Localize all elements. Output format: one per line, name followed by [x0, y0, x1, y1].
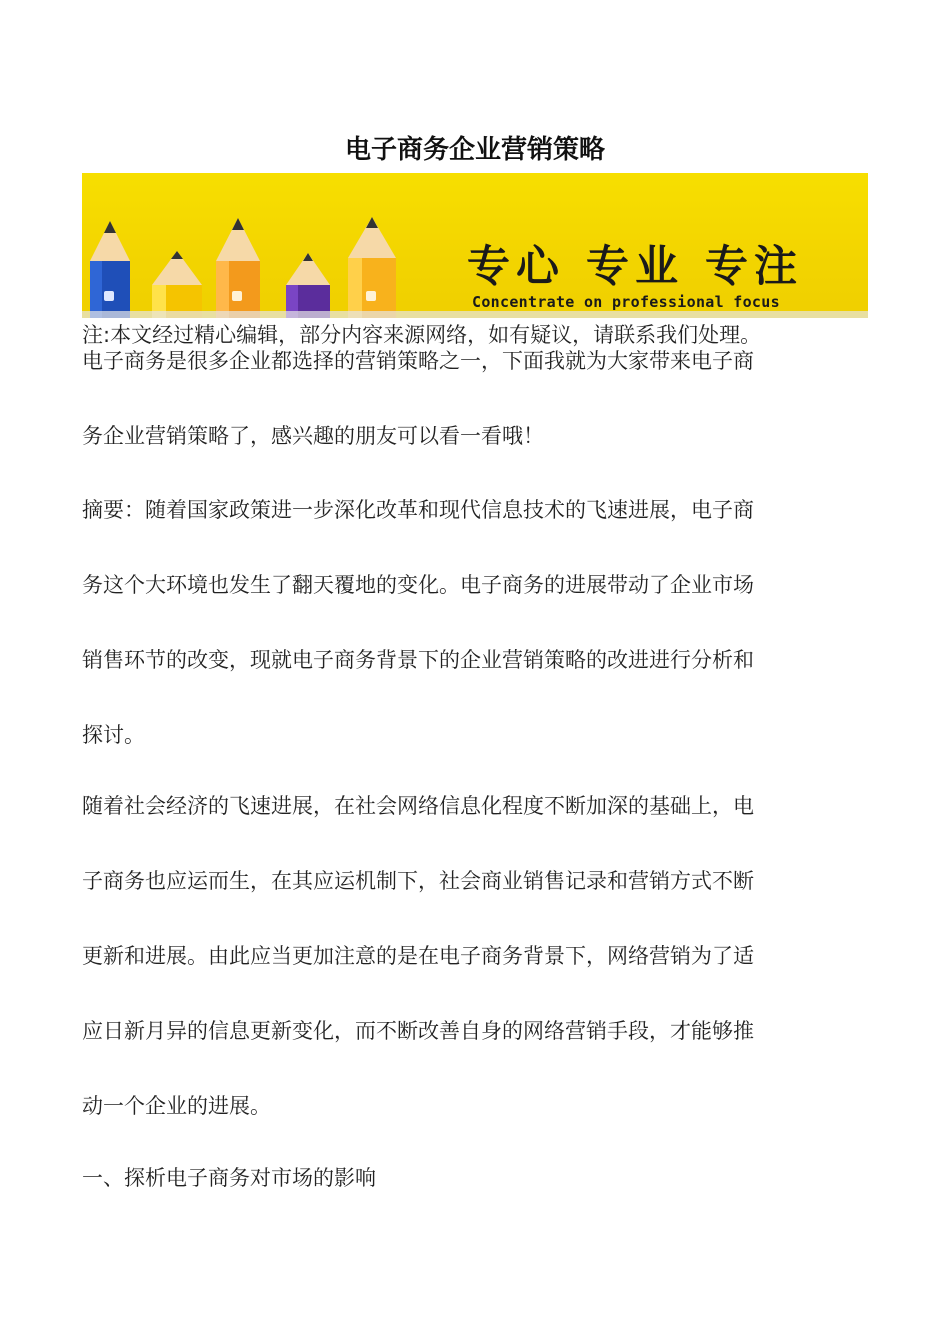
paragraph-body — [82, 769, 868, 1144]
paragraph-line: 动一个企业的进展。 — [82, 1094, 271, 1118]
paragraph-line: 务企业营销策略了，感兴趣的朋友可以看一看哦！ — [82, 424, 544, 448]
banner-slogan: 专心 专业 专注 — [467, 242, 803, 292]
paragraph-line: 电子商务是很多企业都选择的营销策略之一，下面我就为大家带来电子商 — [82, 349, 754, 373]
paragraph-line: 子商务也应运而生，在其应运机制下，社会商业销售记录和营销方式不断 — [82, 869, 754, 893]
pencil-yellow-icon — [152, 251, 202, 318]
paragraph-line: 务这个大环境也发生了翻天覆地的变化。电子商务的进展带动了企业市场 — [82, 573, 754, 597]
pencil-amber-icon — [348, 217, 396, 318]
paragraph-intro — [82, 324, 868, 474]
section-heading — [82, 1141, 868, 1216]
paragraph-line: 摘要：随着国家政策进一步深化改革和现代信息技术的飞速进展，电子商 — [82, 498, 754, 522]
banner-slogan-english: Concentrate on professional focus — [472, 293, 780, 311]
paragraph-line: 应日新月异的信息更新变化，而不断改善自身的网络营销手段，才能够推 — [82, 1019, 754, 1043]
paragraph-line: 随着社会经济的飞速进展，在社会网络信息化程度不断加深的基础上，电 — [82, 794, 754, 818]
paragraph-line: 更新和进展。由此应当更加注意的是在电子商务背景下，网络营销为了适 — [82, 944, 754, 968]
pencil-orange-icon — [216, 218, 260, 318]
pencil-purple-icon — [286, 253, 330, 318]
editor-note: 注:本文经过精心编辑，部分内容来源网络，如有疑议，请联系我们处理。 — [82, 323, 762, 347]
banner-image — [82, 173, 868, 318]
paragraph-abstract — [82, 473, 868, 773]
section-heading-text: 一、探析电子商务对市场的影响 — [82, 1166, 376, 1190]
paragraph-line: 销售环节的改变，现就电子商务背景下的企业营销策略的改进进行分析和 — [82, 648, 754, 672]
pencil-blue-icon — [90, 221, 130, 318]
paragraph-line: 探讨。 — [82, 723, 145, 747]
document-title: 电子商务企业营销策略 — [344, 135, 605, 165]
